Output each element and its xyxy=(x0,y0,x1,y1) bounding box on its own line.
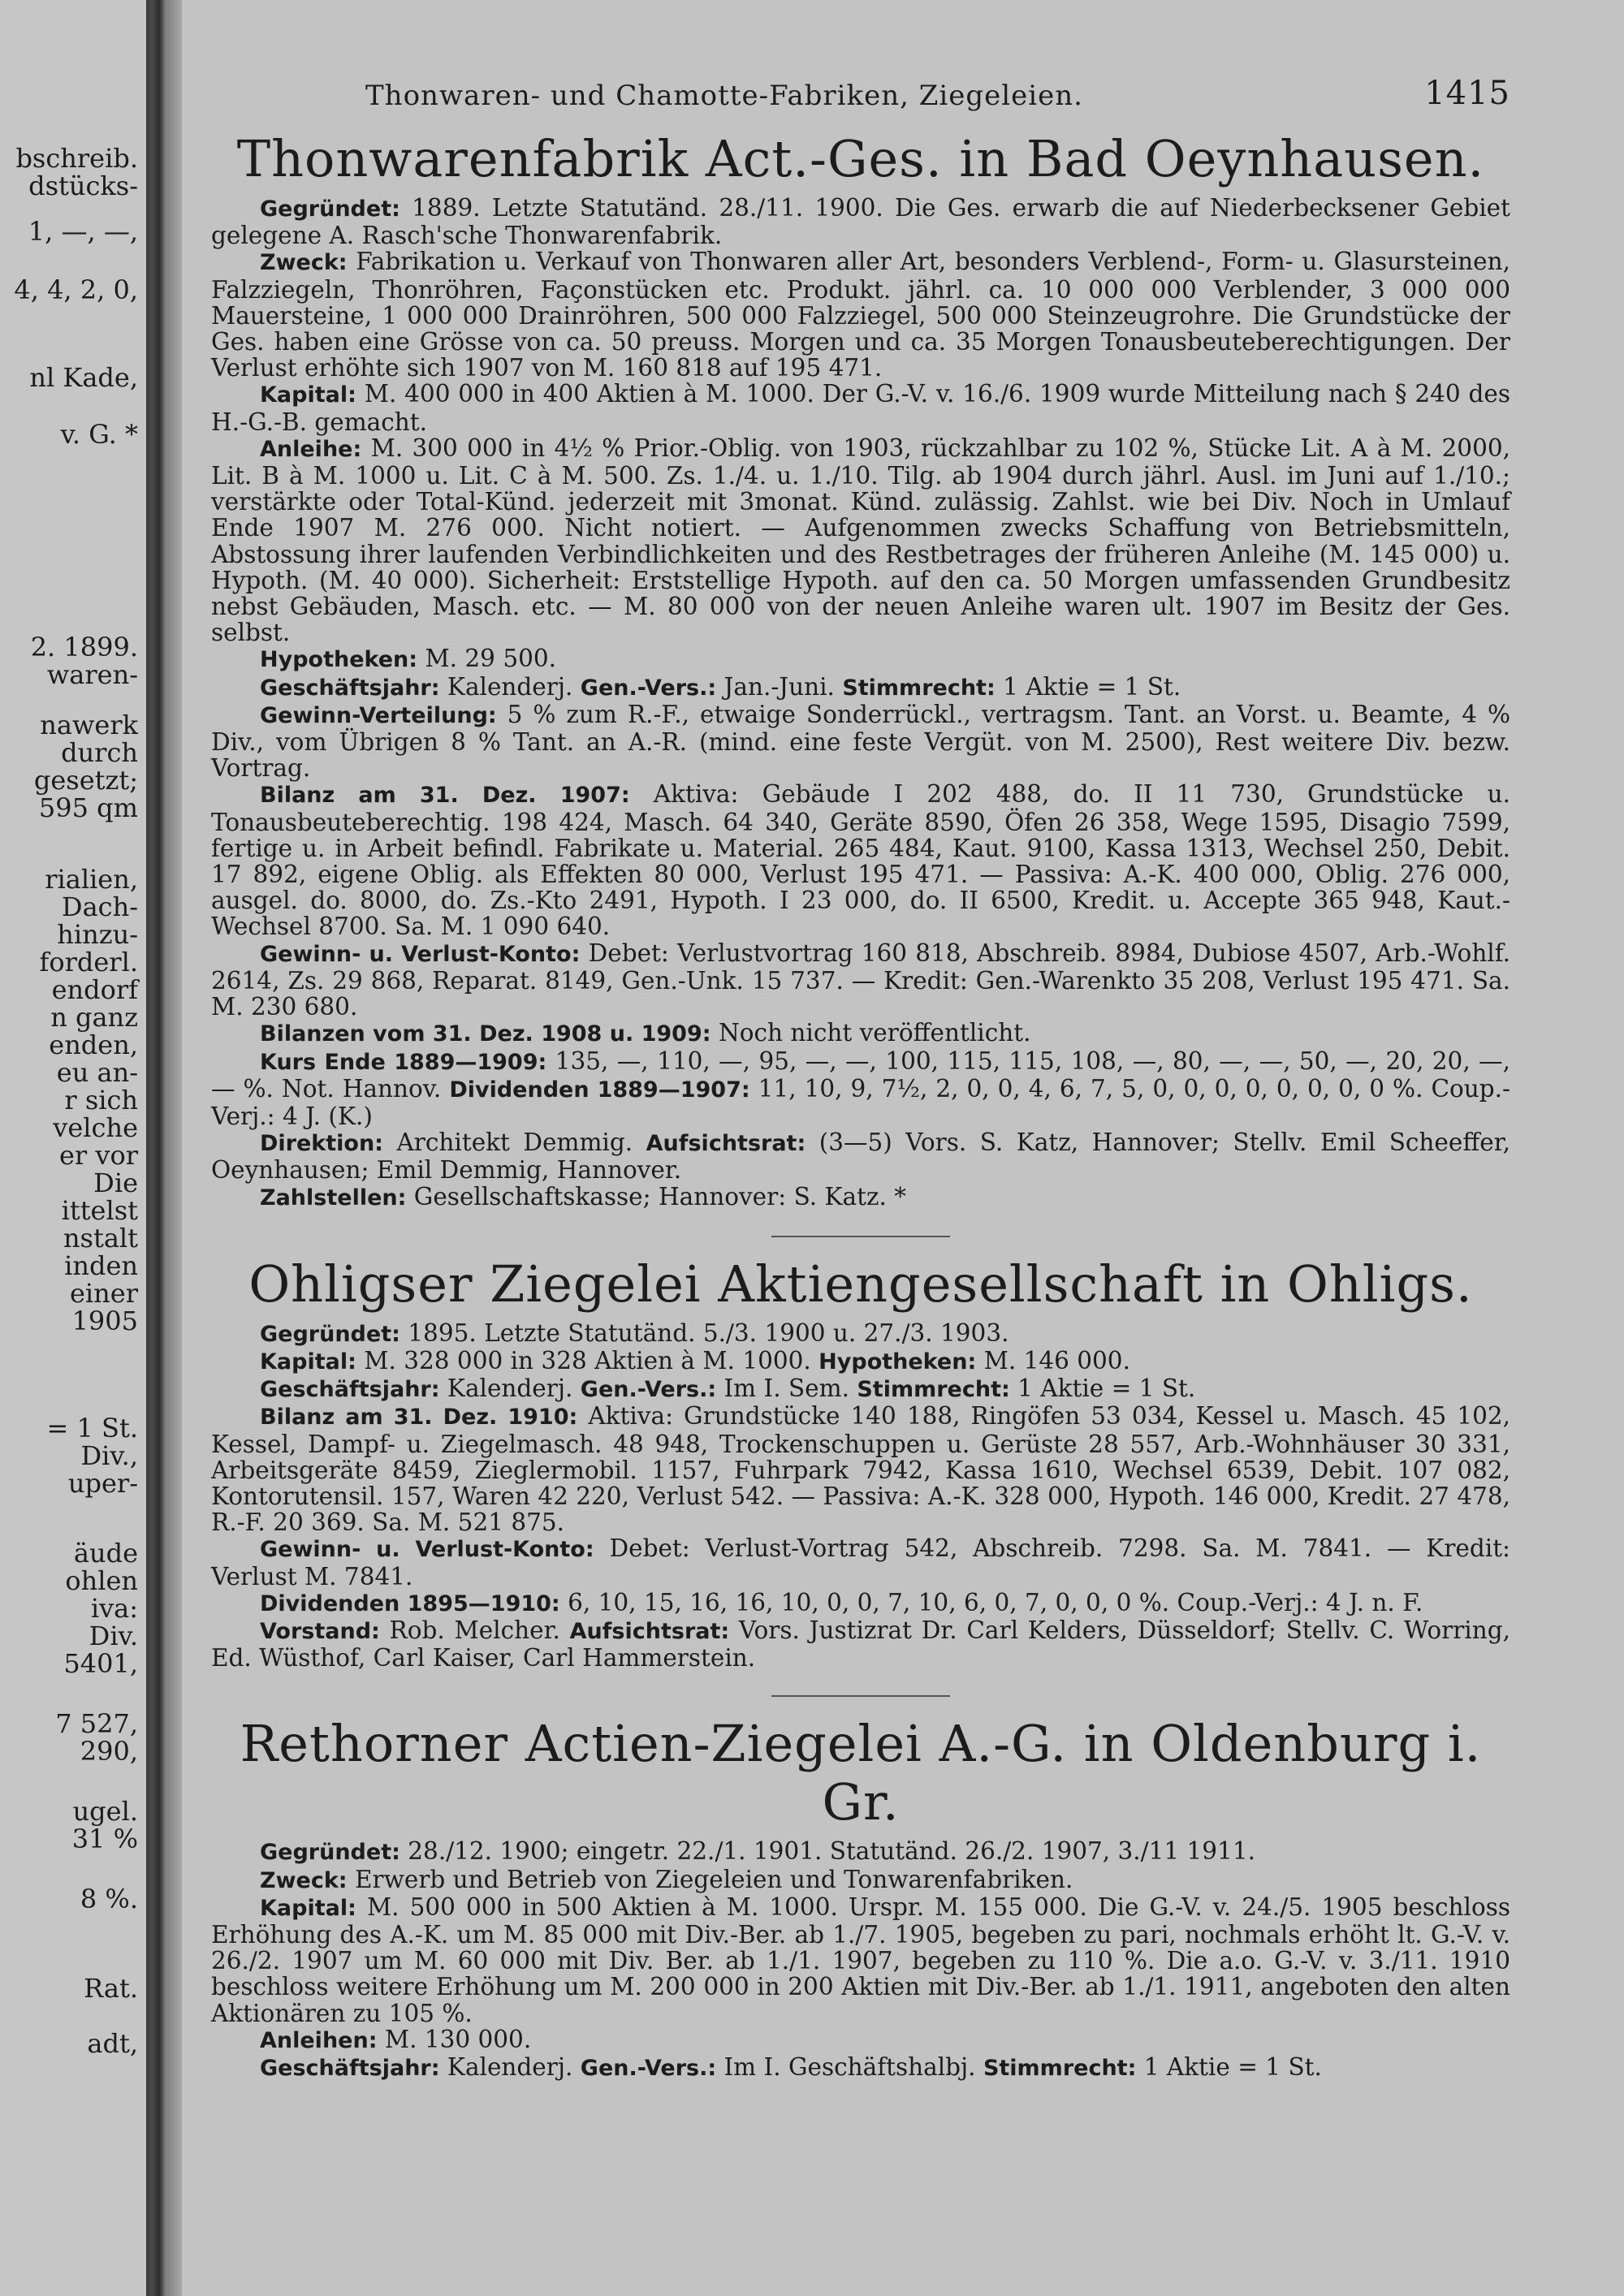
company-entry-paragraph xyxy=(211,1894,1510,2026)
running-header-title: Thonwaren- und Chamotte-Fabriken, Ziegeleien. xyxy=(365,80,1083,112)
left-page-text-fragment: iva: xyxy=(90,1593,138,1624)
entry-text: Debet: Verlustvortrag 160 818, Abschreib. 8984, Dubiose 4507, Arb.-Wohlf. 2614, Zs. 29 868, Reparat. 8149, Gen.-Unk. 15 737. — Kredit: Gen.-Warenkto 35 208, Verlust 195 471. Sa. M. 230 680. xyxy=(211,939,1510,1021)
company-title: Thonwarenfabrik Act.-Ges. in Bad Oeynhausen. xyxy=(236,129,1485,188)
left-page-text-fragment: dstücks- xyxy=(28,170,138,201)
entry-label: Stimmrecht: xyxy=(857,1377,1010,1403)
entry-label: Gegründet: xyxy=(260,1321,400,1347)
entry-text: 135, —, 110, —, 95, —, —, 100, 115, 115, 108, —, 80, —, —, 50, —, 20, 20, —, — %. Not. Hannov. xyxy=(211,1047,1510,1103)
entry-text: Rob. Melcher. xyxy=(379,1616,570,1644)
left-page-text-fragment: ugel. xyxy=(72,1796,138,1827)
entry-label: Stimmrecht: xyxy=(983,2055,1137,2081)
left-page-text-fragment: inden xyxy=(64,1250,138,1281)
entry-label: Geschäftsjahr: xyxy=(260,2055,440,2081)
left-page-text-fragment: waren- xyxy=(46,659,138,690)
company-entry-paragraph xyxy=(211,1867,1510,1894)
company-entry-paragraph xyxy=(211,435,1510,646)
left-page-text-fragment: nawerk xyxy=(40,710,138,740)
entry-label: Aufsichtsrat: xyxy=(646,1131,806,1157)
entry-text: 11, 10, 9, 7½, 2, 0, 0, 4, 6, 7, 5, 0, 0, 0, 0, 0, 0, 0, 0 %. Coup.-Verj.: 4 J. (K.) xyxy=(211,1074,1511,1130)
entry-label: Hypotheken: xyxy=(260,647,418,673)
left-page-text-fragment: 8 %. xyxy=(80,1884,138,1914)
company-entry-paragraph xyxy=(211,1184,1510,1211)
company-entry-paragraph xyxy=(211,2054,1510,2082)
entry-text: 5 % zum R.-F., etwaige Sonderrückl., vertragsm. Tant. an Vorst. u. Beamte, 4 % Div., vom Übrigen 8 % Tant. an A.-R. (mind. eine feste Vergüt. von M. 2500), Rest weitere Div. bezw. Vortrag. xyxy=(211,700,1510,783)
left-page-text-fragment: hinzu- xyxy=(57,919,138,950)
company-entry-paragraph xyxy=(211,1048,1510,1130)
entry-label: Gewinn- u. Verlust-Konto: xyxy=(260,1537,594,1563)
company-entry-paragraph xyxy=(211,195,1510,248)
left-page-text-fragment: 4, 4, 2, 0, xyxy=(14,274,138,305)
left-page-text-fragment: 595 qm xyxy=(38,792,138,823)
entry-label: Dividenden 1889—1907: xyxy=(449,1077,750,1103)
section-separator xyxy=(771,1236,950,1237)
left-page-text-fragment: durch xyxy=(61,737,138,768)
left-page-text-fragment: endorf xyxy=(51,974,138,1005)
company-entry-paragraph xyxy=(211,1535,1510,1589)
left-page-text-fragment: eu an- xyxy=(56,1057,138,1088)
entry-label: Bilanz am 31. Dez. 1910: xyxy=(260,1405,578,1431)
company-entry-paragraph xyxy=(211,2026,1510,2054)
left-page-text-fragment: n ganz xyxy=(50,1002,138,1033)
entry-label: Kurs Ende 1889—1909: xyxy=(260,1049,547,1075)
entry-label: Zahlstellen: xyxy=(260,1185,407,1211)
left-page-text-fragment: 31 % xyxy=(71,1823,138,1854)
left-page-text-fragment: 7 527, xyxy=(55,1708,138,1739)
entry-text: Jan.-Juni. xyxy=(716,672,843,701)
entry-label: Stimmrecht: xyxy=(842,675,996,701)
page-gutter xyxy=(146,0,182,2296)
left-page-text-fragment: v. G. * xyxy=(60,419,138,450)
entry-label: Bilanzen vom 31. Dez. 1908 u. 1909: xyxy=(260,1021,711,1047)
left-page-text-fragment: er vor xyxy=(58,1140,138,1171)
company-entry-paragraph xyxy=(211,1129,1510,1183)
left-page-text-fragment: Die xyxy=(93,1167,138,1198)
page-content xyxy=(211,75,1510,2082)
entry-text: Erwerb und Betrieb von Ziegeleien und Tonwarenfabriken. xyxy=(347,1865,1073,1893)
entry-text: 1 Aktie = 1 St. xyxy=(1136,2052,1322,2081)
entry-text: Architekt Demmig. xyxy=(382,1129,646,1157)
entry-label: Dividenden 1895—1910: xyxy=(260,1590,560,1616)
company-entry-paragraph xyxy=(211,1590,1510,1617)
company-entry-paragraph xyxy=(211,248,1510,381)
company-entry-paragraph xyxy=(211,1838,1510,1866)
left-page-text-fragment: äude xyxy=(73,1538,138,1569)
company-entry-paragraph xyxy=(211,1617,1510,1671)
entry-text: Im I. Geschäftshalbj. xyxy=(716,2052,983,2081)
company-entry-paragraph xyxy=(211,645,1510,673)
entry-label: Zweck: xyxy=(260,1867,348,1893)
entry-label: Gewinn-Verteilung: xyxy=(260,702,497,728)
entry-text: 28./12. 1900; eingetr. 22./1. 1901. Statutänd. 26./2. 1907, 3./11 1911. xyxy=(400,1837,1255,1866)
entry-text: Noch nicht veröffentlicht. xyxy=(710,1019,1031,1047)
left-page-text-fragment: 2. 1899. xyxy=(30,632,138,662)
entry-text: 1 Aktie = 1 St. xyxy=(1009,1375,1196,1403)
left-page-text-fragment: Div., xyxy=(80,1440,138,1471)
company-entry-paragraph xyxy=(211,1375,1510,1403)
entry-text: Im I. Sem. xyxy=(716,1375,857,1403)
left-page-text-fragment: adt, xyxy=(87,2028,138,2059)
left-page-text-fragment: einer xyxy=(69,1278,138,1309)
company-entry-paragraph xyxy=(211,701,1510,782)
entry-text: Kalenderj. xyxy=(439,1375,581,1403)
page-number: 1415 xyxy=(1424,75,1510,112)
entry-label: Gen.-Vers.: xyxy=(580,2055,717,2081)
entry-label: Direktion: xyxy=(260,1131,383,1157)
left-page-fragment xyxy=(0,0,146,2296)
company-entry-paragraph xyxy=(211,940,1510,1021)
left-page-text-fragment: Rat. xyxy=(84,1973,138,2004)
entry-text: 1 Aktie = 1 St. xyxy=(995,672,1181,701)
company-entry-paragraph xyxy=(211,674,1510,701)
entry-label: Vorstand: xyxy=(260,1618,380,1644)
entry-text: M. 300 000 in 4½ % Prior.-Oblig. von 1903, rückzahlbar zu 102 %, Stücke Lit. A à M. 2000, Lit. B à M. 1000 u. Lit. C à M. 500. Zs. 1./4. u. 1./10. Tilg. ab 1904 durch jährl. Ausl. im Juni auf 1./10.; verstärkte oder Total-Künd. jederzeit mit 3monat. Künd. zulässig. Zahlst. wie bei Div. Noch in Umlauf Ende 1907 M. 276 000. Nicht notiert. — Aufgenommen zwecks Schaffung von Betriebsmitteln, Abstossung ihrer laufenden Verbindlichkeiten und des Restbetrages der früheren Anleihe (M. 145 000) u. Hypoth. (M. 40 000). Sicherheit: Erststellige Hypoth. auf den ca. 50 Morgen umfassenden Grundbesitz nebst Gebäuden, Masch. etc. — M. 80 000 von der neuen Anleihe waren ult. 1907 im Besitz der Ges. selbst. xyxy=(211,434,1510,647)
entry-label: Anleihen: xyxy=(260,2027,378,2053)
running-header xyxy=(211,75,1510,123)
entry-text: Debet: Verlust-Vortrag 542, Abschreib. 7298. Sa. M. 7841. — Kredit: Verlust M. 7841. xyxy=(211,1534,1510,1590)
entry-text: M. 29 500. xyxy=(417,645,557,673)
left-page-text-fragment: 1905 xyxy=(71,1306,138,1336)
entry-label: Hypotheken: xyxy=(818,1349,977,1375)
left-page-text-fragment: enden, xyxy=(49,1029,138,1060)
entry-label: Anleihe: xyxy=(260,436,362,462)
entry-text: M. 400 000 in 400 Aktien à M. 1000. Der G.-V. v. 16./6. 1909 wurde Mitteilung nach § 240 des H.-G.-B. gemacht. xyxy=(211,380,1510,436)
left-page-text-fragment: 5401, xyxy=(63,1648,138,1679)
left-page-text-fragment: Dach- xyxy=(61,891,138,922)
left-page-text-fragment: ohlen xyxy=(65,1565,138,1596)
left-page-text-fragment: nstalt xyxy=(63,1223,138,1254)
entry-text: 1889. Letzte Statutänd. 28./11. 1900. Die Ges. erwarb die auf Niederbecksener Gebiet gelegene A. Rasch'sche Thonwarenfabrik. xyxy=(211,194,1510,250)
entry-text: 6, 10, 15, 16, 16, 10, 0, 0, 7, 10, 6, 0, 7, 0, 0, 0 %. Coup.-Verj.: 4 J. n. F. xyxy=(559,1588,1423,1616)
left-page-text-fragment: nl Kade, xyxy=(29,362,138,393)
entry-label: Zweck: xyxy=(260,250,348,276)
entry-text: (3—5) Vors. S. Katz, Hannover; Stellv. Emil Scheeffer, Oeynhausen; Emil Demmig, Hannover. xyxy=(211,1129,1510,1185)
left-page-text-fragment: velche xyxy=(53,1112,138,1143)
entry-label: Kapital: xyxy=(260,382,356,408)
entry-text: Kalenderj. xyxy=(439,2052,581,2081)
left-page-text-fragment: 1, —, —, xyxy=(28,216,138,247)
entry-label: Gen.-Vers.: xyxy=(580,1377,717,1403)
entry-text: Gesellschaftskasse; Hannover: S. Katz. * xyxy=(406,1182,907,1211)
section-separator xyxy=(771,1695,950,1697)
entry-label: Kapital: xyxy=(260,1895,356,1921)
left-page-text-fragment: 290, xyxy=(80,1736,138,1767)
entry-text: Kalenderj. xyxy=(439,672,581,701)
entry-label: Bilanz am 31. Dez. 1907: xyxy=(260,783,630,809)
company-title: Ohligser Ziegelei Aktiengesellschaft in Ohligs. xyxy=(248,1254,1473,1314)
entry-label: Gegründet: xyxy=(260,1840,400,1866)
left-page-text-fragment: ittelst xyxy=(61,1195,138,1226)
company-entry-paragraph xyxy=(211,381,1510,434)
company-entry-paragraph xyxy=(211,1348,1510,1375)
entry-text: Aktiva: Gebäude I 202 488, do. II 11 730, Grundstücke u. Tonausbeuteberechtig. 198 424, Masch. 64 340, Geräte 8590, Öfen 26 358, Wege 1595, Disagio 7599, fertige u. in Arbeit befindl. Fabrikate u. Material. 265 484, Kaut. 9100, Kassa 1313, Wechsel 250, Debit. 17 892, eigene Oblig. als Effekten 80 000, Verlust 195 471. — Passiva: A.-K. 400 000, Oblig. 276 000, ausgel. do. 8000, do. Zs.-Kto 2491, Hypoth. I 23 000, do. II 6500, Kredit. u. Accepte 365 948, Kaut.-Wechsel 8700. Sa. M. 1 090 640. xyxy=(211,780,1510,941)
entry-label: Gen.-Vers.: xyxy=(580,675,717,701)
company-list xyxy=(211,130,1510,2082)
left-page-text-fragment: = 1 St. xyxy=(46,1413,138,1444)
book-page xyxy=(182,0,1624,2296)
company-entry-paragraph xyxy=(211,781,1510,939)
entry-text: Fabrikation u. Verkauf von Thonwaren aller Art, besonders Verblend-, Form- u. Glasursteinen, Falzziegeln, Thonröhren, Façonstücken etc. Produkt. jährl. ca. 10 000 000 Verblender, 3 000 000 Mauersteine, 1 000 000 Drainröhren, 500 000 Falzziegel, 500 000 Steinzeugrohre. Die Grundstücke der Ges. haben eine Grösse von ca. 50 preuss. Morgen und ca. 35 Morgen Tonausbeuteberechtigungen. Der Verlust erhöhte sich 1907 von M. 160 818 auf 195 471. xyxy=(211,248,1510,382)
left-page-text-fragment: gesetzt; xyxy=(33,765,138,796)
entry-label: Gegründet: xyxy=(260,196,400,222)
entry-label: Gewinn- u. Verlust-Konto: xyxy=(260,941,581,967)
entry-label: Aufsichtsrat: xyxy=(569,1618,730,1644)
entry-text: 1895. Letzte Statutänd. 5./3. 1900 u. 27./3. 1903. xyxy=(400,1318,1009,1347)
left-page-text-fragment: rialien, xyxy=(45,864,138,895)
left-page-text-fragment: Div. xyxy=(89,1621,138,1651)
left-page-text-fragment: forderl. xyxy=(39,947,138,978)
left-page-text-fragment: uper- xyxy=(67,1468,138,1499)
entry-text: Vors. Justizrat Dr. Carl Kelders, Düsseldorf; Stellv. C. Worring, Ed. Wüsthof, Carl Kaiser, Carl Hammerstein. xyxy=(211,1616,1510,1672)
entry-text: M. 328 000 in 328 Aktien à M. 1000. xyxy=(356,1346,819,1375)
left-page-text-fragment: r sich xyxy=(64,1085,138,1116)
company-entry-paragraph xyxy=(211,1020,1510,1047)
entry-label: Geschäftsjahr: xyxy=(260,1377,440,1403)
company-entry-paragraph xyxy=(211,1320,1510,1348)
entry-text: Aktiva: Grundstücke 140 188, Ringöfen 53 034, Kessel u. Masch. 45 102, Kessel, Dampf- u. Ziegelmasch. 48 948, Trockenschuppen u. Gerüste 28 557, Arb.-Wohnhäuser 30 331, Arbeitsgeräte 8459, Zieglermobil. 1157, Fuhrpark 7942, Kassa 1610, Wechsel 6539, Debit. 107 082, Kontorutensil. 157, Waren 42 220, Verlust 542. — Passiva: A.-K. 328 000, Hypoth. 146 000, Kredit. 27 478, R.-F. 20 369. Sa. M. 521 875. xyxy=(211,1402,1510,1537)
left-page-text-fragment: bschreib. xyxy=(15,143,138,174)
entry-text: M. 500 000 in 500 Aktien à M. 1000. Urspr. M. 155 000. Die G.-V. v. 24./5. 1905 beschloss Erhöhung des A.-K. um M. 85 000 mit Div.-Ber. ab 1./7. 1905, begeben zu pari, nochmals erhöht lt. G.-V. v. 26./2. 1907 um M. 60 000 mit Div. Ber. ab 1./1. 1907, begeben zu 110 %. Die a.o. G.-V. v. 3./11. 1910 beschloss weitere Erhöhung um M. 200 000 in 200 Aktien mit Div.-Ber. ab 1./1. 1911, angeboten den alten Aktionären zu 105 %. xyxy=(211,1892,1510,2027)
company-title: Rethorner Actien-Ziegelei A.-G. in Oldenburg i. Gr. xyxy=(240,1714,1482,1832)
entry-text: M. 130 000. xyxy=(377,2025,532,2053)
company-entry-paragraph xyxy=(211,1403,1510,1535)
entry-label: Kapital: xyxy=(260,1349,356,1375)
entry-text: M. 146 000. xyxy=(976,1346,1130,1375)
entry-label: Geschäftsjahr: xyxy=(260,675,440,701)
